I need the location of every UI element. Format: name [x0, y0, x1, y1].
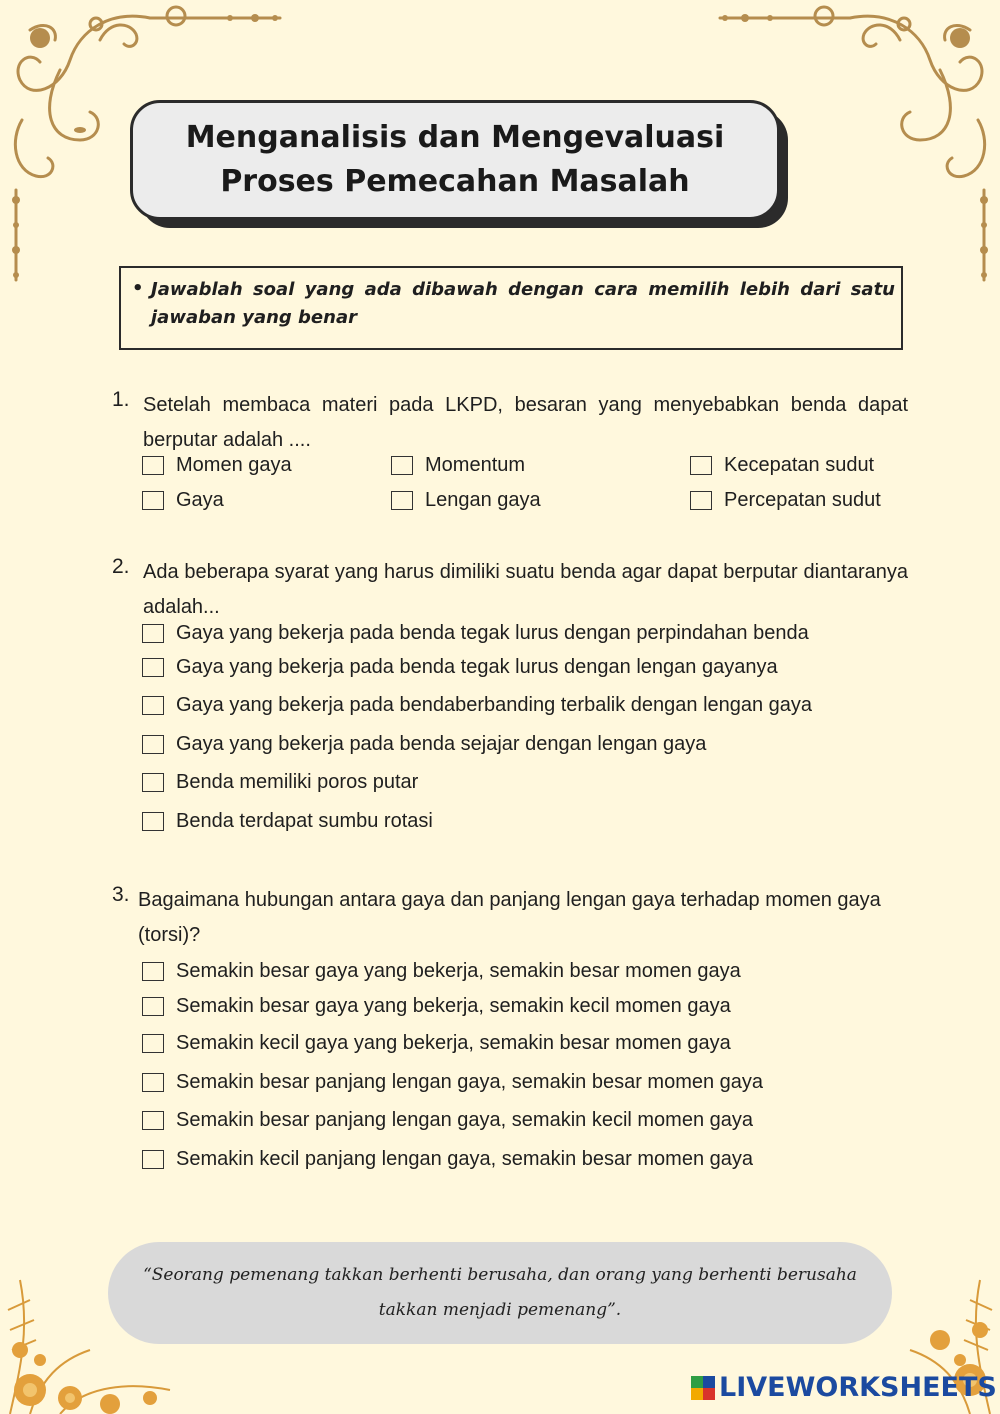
checkbox[interactable]	[142, 696, 164, 715]
question-text: Bagaimana hubungan antara gaya dan panjang lengan gaya terhadap momen gaya (torsi)?	[138, 889, 881, 946]
option-label: Gaya yang bekerja pada benda sejajar dengan lengan gaya	[176, 733, 707, 755]
option-label: Semakin besar gaya yang bekerja, semakin kecil momen gaya	[176, 995, 731, 1017]
checkbox[interactable]	[142, 624, 164, 643]
checkbox[interactable]	[142, 962, 164, 981]
option-label: Semakin kecil panjang lengan gaya, semakin besar momen gaya	[176, 1148, 754, 1170]
option-label: Benda memiliki poros putar	[176, 771, 419, 793]
bullet-icon: •	[132, 278, 144, 299]
instruction-text: Jawablah soal yang ada dibawah dengan cara memilih lebih dari satu jawaban yang benar	[151, 279, 895, 328]
option-label: Kecepatan sudut	[724, 454, 875, 476]
option-label: Benda terdapat sumbu rotasi	[176, 810, 433, 832]
question-text: Setelah membaca materi pada LKPD, besaran yang menyebabkan benda dapat berputar adalah ....	[143, 394, 908, 451]
checkbox[interactable]	[142, 735, 164, 754]
checkbox[interactable]	[690, 491, 712, 510]
liveworksheets-logo[interactable]	[691, 1372, 997, 1403]
question-3	[112, 883, 912, 953]
checkbox[interactable]	[142, 456, 164, 475]
checkbox[interactable]	[391, 456, 413, 475]
q1-option-4[interactable]	[142, 489, 224, 512]
motivational-quote: “Seorang pemenang takkan berhenti berusaha, dan orang yang berhenti berusaha takkan menjadi pemenang”.	[143, 1265, 857, 1320]
q1-option-1[interactable]	[142, 454, 292, 477]
question-2	[112, 555, 912, 625]
option-label: Semakin besar panjang lengan gaya, semakin kecil momen gaya	[176, 1109, 754, 1131]
q2-option-3[interactable]	[142, 694, 812, 717]
q3-option-3[interactable]	[142, 1032, 731, 1055]
option-label: Lengan gaya	[425, 489, 541, 511]
checkbox[interactable]	[142, 1034, 164, 1053]
q2-option-6[interactable]	[142, 810, 433, 833]
brand-text: LIVEWORKSHEETS	[719, 1372, 997, 1403]
option-label: Momen gaya	[176, 454, 292, 476]
page-title: Menganalisis dan Mengevaluasi Proses Pemecahan Masalah	[185, 120, 725, 199]
option-label: Gaya	[176, 489, 224, 511]
q3-option-6[interactable]	[142, 1148, 753, 1171]
question-number: 1.	[112, 388, 130, 411]
checkbox[interactable]	[142, 1150, 164, 1169]
checkbox[interactable]	[690, 456, 712, 475]
q1-option-5[interactable]	[391, 489, 541, 512]
question-text: Ada beberapa syarat yang harus dimiliki suatu benda agar dapat berputar diantaranya adalah...	[143, 561, 908, 618]
checkbox[interactable]	[142, 491, 164, 510]
instruction-box	[119, 266, 903, 350]
q2-option-2[interactable]	[142, 656, 778, 679]
option-label: Semakin kecil gaya yang bekerja, semakin besar momen gaya	[176, 1032, 731, 1054]
title-banner	[130, 100, 780, 220]
option-label: Gaya yang bekerja pada bendaberbanding terbalik dengan lengan gaya	[176, 694, 813, 716]
q2-option-5[interactable]	[142, 771, 418, 794]
liveworksheets-icon	[691, 1376, 715, 1400]
q3-option-4[interactable]	[142, 1071, 763, 1094]
checkbox[interactable]	[142, 997, 164, 1016]
q1-option-3[interactable]	[690, 454, 874, 477]
checkbox[interactable]	[142, 1111, 164, 1130]
option-label: Percepatan sudut	[724, 489, 881, 511]
option-label: Gaya yang bekerja pada benda tegak lurus dengan lengan gayanya	[176, 656, 778, 678]
motivational-quote-box	[108, 1242, 892, 1344]
checkbox[interactable]	[391, 491, 413, 510]
question-1	[112, 388, 912, 458]
option-label: Semakin besar gaya yang bekerja, semakin besar momen gaya	[176, 960, 741, 982]
question-number: 2.	[112, 555, 130, 578]
option-label: Momentum	[425, 454, 526, 476]
q1-option-6[interactable]	[690, 489, 881, 512]
q1-option-2[interactable]	[391, 454, 525, 477]
q3-option-5[interactable]	[142, 1109, 753, 1132]
q3-option-2[interactable]	[142, 995, 731, 1018]
option-label: Semakin besar panjang lengan gaya, semakin besar momen gaya	[176, 1071, 764, 1093]
option-label: Gaya yang bekerja pada benda tegak lurus dengan perpindahan benda	[176, 622, 809, 644]
checkbox[interactable]	[142, 1073, 164, 1092]
checkbox[interactable]	[142, 658, 164, 677]
q3-option-1[interactable]	[142, 960, 741, 983]
checkbox[interactable]	[142, 812, 164, 831]
q2-option-1[interactable]	[142, 622, 809, 645]
question-number: 3.	[112, 883, 130, 906]
checkbox[interactable]	[142, 773, 164, 792]
q2-option-4[interactable]	[142, 733, 706, 756]
